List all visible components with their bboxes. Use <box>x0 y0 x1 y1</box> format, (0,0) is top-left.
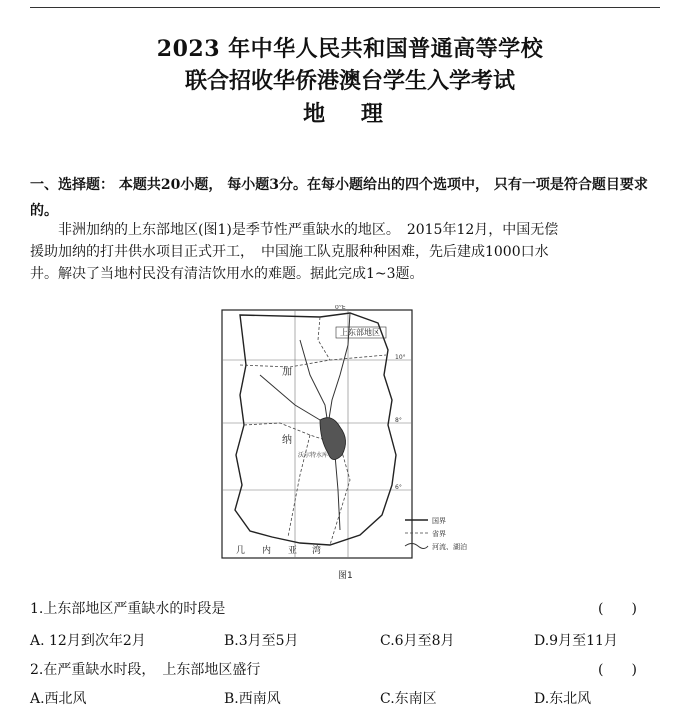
country-label-1: 加 <box>282 367 292 378</box>
sea-label-4: 湾 <box>312 546 322 556</box>
section-heading: 一、选择题： 本题共20小题， 每小题3分。在每小题给出的四个选项中， 只有一项是符合题目要求的。 <box>30 177 648 219</box>
legend-province: 省界 <box>432 530 446 538</box>
passage-line-3: 井。解决了当地村民没有清洁饮用水的难题。据此完成1~3题。 <box>30 266 424 282</box>
ghana-map-figure <box>200 305 500 595</box>
map-graticule <box>222 310 412 558</box>
sea-label-3: 亚 <box>288 546 298 556</box>
exam-title-line1: 2023 年中华人民共和国普通高等学校 <box>156 36 544 62</box>
province-borders <box>240 317 386 545</box>
question-1-option-d: D.9月至11月 <box>534 633 618 649</box>
region-label: 上东部地区 <box>340 328 380 337</box>
question-1-answer-blank: ( ) <box>598 601 637 617</box>
top-rule <box>30 7 660 8</box>
passage <box>30 219 630 285</box>
longitude-label: 0°E <box>335 305 346 311</box>
question-2-option-d: D.东北风 <box>534 691 592 707</box>
ghana-border <box>235 313 396 545</box>
sea-label-2: 内 <box>262 546 272 556</box>
subject-title: 地 理 <box>303 101 397 127</box>
question-1-option-c: C.6月至8月 <box>380 633 455 649</box>
lat-8-label: 8° <box>395 417 402 424</box>
question-2-answer-blank: ( ) <box>598 662 637 678</box>
lat-10-label: 10° <box>395 354 406 361</box>
map-legend <box>405 516 467 551</box>
rivers <box>260 313 350 530</box>
passage-line-1: 非洲加纳的上东部地区(图1)是季节性严重缺水的地区。 2015年12月，中国无偿 <box>58 222 559 238</box>
question-2-option-b: B.西南风 <box>224 691 281 707</box>
question-1-stem: 1.上东部地区严重缺水的时段是 <box>30 601 226 617</box>
question-2-stem: 2.在严重缺水时段， 上东部地区盛行 <box>30 662 261 678</box>
question-1-option-b: B.3月至5月 <box>224 633 299 649</box>
sea-label-1: 几 <box>236 546 246 556</box>
question-2-option-c: C.东南区 <box>380 691 437 707</box>
lake-label: 沃尔特水库 <box>298 452 329 459</box>
exam-title-line2: 联合招收华侨港澳台学生入学考试 <box>184 68 515 94</box>
question-2-option-a: A.西北风 <box>30 691 87 707</box>
question-1-option-a: A. 12月到次年2月 <box>30 633 146 649</box>
lat-6-label: 6° <box>395 484 402 491</box>
legend-river: 河流、湖泊 <box>432 543 467 551</box>
passage-line-2: 援助加纳的打井供水项目正式开工， 中国施工队克服种种困难，先后建成1000口水 <box>30 244 549 260</box>
legend-border: 国界 <box>432 517 446 525</box>
country-label-2: 纳 <box>282 435 292 446</box>
map-frame <box>222 310 412 558</box>
figure-caption: 图1 <box>338 571 353 581</box>
